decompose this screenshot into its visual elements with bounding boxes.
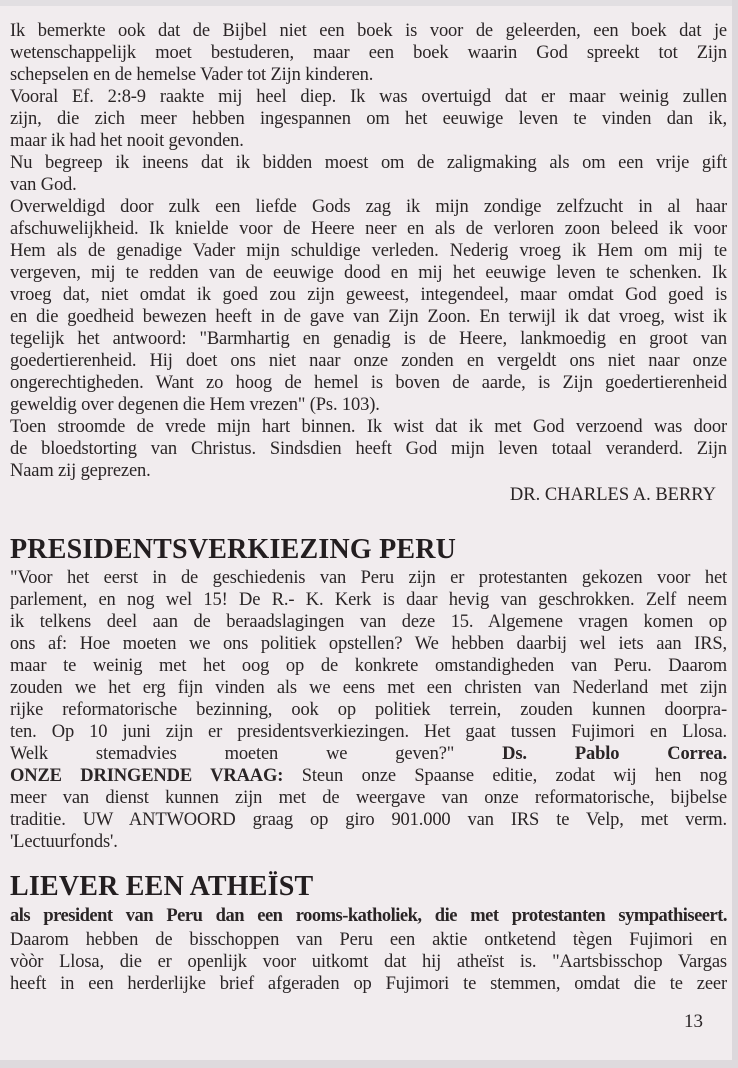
paragraph-line: rijke reformatorische bezinning, ook op politiek terrein, zouden kunnen doorpra- [10, 700, 727, 720]
quote-end: Welk stemadvies moeten we geven?" [10, 744, 503, 764]
page-number: 13 [684, 1011, 703, 1032]
paragraph-line: Toen stroomde de vrede mijn hart binnen. Ik wist dat ik met God verzoend was door [10, 417, 727, 437]
paragraph-line: Naam zij geprezen. [10, 461, 151, 481]
paragraph-line: goedertierenheid. Hij doet ons niet naar onze zonden en vergeldt ons niet naar onze [10, 351, 727, 371]
paragraph-line: 'Lectuurfonds'. [10, 832, 118, 852]
subheading: als president van Peru dan een rooms-katholiek, die met protestanten sympathiseert. [10, 906, 727, 926]
paragraph-line: maar te weinig met het oog op de konkrete omstandigheden van Peru. Daarom [10, 656, 727, 676]
paragraph-line: parlement, en nog wel 15! De R.- K. Kerk is daar hevig van geschrokken. Zelf neem [10, 590, 727, 610]
paragraph-line: geweldig over degenen die Hem vrezen" (Ps. 103). [10, 395, 380, 415]
paragraph-line: en die goedheid bewezen heeft in de gave van Zijn Zoon. En terwijl ik dat vroeg, wist ik [10, 307, 727, 327]
paragraph-line: Overweldigd door zulk een liefde Gods zag ik mijn zondige zelfzucht in al haar [10, 197, 727, 217]
paragraph-line: Daarom hebben de bisschoppen van Peru een aktie ontketend tègen Fujimori en [10, 930, 727, 950]
appeal-label: ONZE DRINGENDE VRAAG: [10, 766, 284, 786]
paragraph-line: Ik bemerkte ook dat de Bijbel niet een boek is voor de geleerden, een boek dat je [10, 21, 727, 41]
paragraph-line: de bloedstorting van Christus. Sindsdien heeft God mijn leven totaal veranderd. Zijn [10, 439, 727, 459]
scan-top-edge [0, 0, 738, 6]
paragraph-line: zouden we het erg fijn vinden als we eens met een christen van Nederland met zijn [10, 678, 727, 698]
scan-bottom-edge [0, 1060, 738, 1068]
paragraph-line: vergeven, mij te redden van de eeuwige dood en mij het eeuwige leven te schenken. Ik [10, 263, 727, 283]
paragraph-line: ongerechtigheden. Want zo hoog de hemel is boven de aarde, is Zijn goedertierenheid [10, 373, 727, 393]
paragraph-line [10, 743, 727, 765]
appeal-text: Steun onze Spaanse editie, zodat wij hen nog [283, 766, 727, 786]
paragraph-line: "Voor het eerst in de geschiedenis van Peru zijn er protestanten gekozen voor het [10, 568, 727, 588]
paragraph-line [10, 765, 727, 787]
paragraph-line: zijn, die zich meer hebben ingespannen om het eeuwige leven te vinden dan ik, [10, 109, 727, 129]
paragraph-line: maar ik had het nooit gevonden. [10, 131, 244, 151]
quote-author: Ds. Pablo Correa. [502, 744, 727, 764]
paragraph-line: traditie. UW ANTWOORD graag op giro 901.000 van IRS te Velp, met verm. [10, 810, 727, 830]
heading-presidentsverkiezing: PRESIDENTSVERKIEZING PERU [10, 534, 457, 565]
paragraph-line: Nu begreep ik ineens dat ik bidden moest om de zaligmaking als om een vrije gift [10, 153, 727, 173]
paragraph-line: wetenschappelijk moet bestuderen, maar een boek waarin God spreekt tot Zijn [10, 43, 727, 63]
paragraph-line: van God. [10, 175, 77, 195]
paragraph-line: afschuwelijkheid. Ik knielde voor de Heere neer en als de verloren zoon beleed ik voor [10, 219, 727, 239]
paragraph-line: ten. Op 10 juni zijn er presidentsverkiezingen. Het gaat tussen Fujimori en Llosa. [10, 722, 727, 742]
paragraph-line: schepselen en de hemelse Vader tot Zijn kinderen. [10, 65, 374, 85]
heading-liever-een-atheist: LIEVER EEN ATHEÏST [10, 871, 314, 902]
paragraph-line: ik telkens deel aan de beraadslagingen van deze 15. Algemene vragen komen op [10, 612, 727, 632]
scan-right-edge [732, 0, 738, 1068]
paragraph-line: tegelijk het antwoord: "Barmhartig en genadig is de Heere, lankmoedig en groot van [10, 329, 727, 349]
paragraph-line: vòòr Llosa, die er openlijk voor uitkomt dat hij atheïst is. "Aartsbisschop Vargas [10, 952, 727, 972]
paragraph-line: Hem als de genadige Vader mijn schuldige verleden. Nederig vroeg ik Hem om mij te [10, 241, 727, 261]
author-signature: DR. CHARLES A. BERRY [509, 485, 716, 505]
paragraph-line: vroeg dat, niet omdat ik goed zou zijn geweest, integendeel, maar omdat God goed is [10, 285, 727, 305]
paragraph-line: Vooral Ef. 2:8-9 raakte mij heel diep. Ik was overtuigd dat er maar weinig zullen [10, 87, 727, 107]
paragraph-line: meer van dienst kunnen zijn met de weergave van onze reformatorische, bijbelse [10, 788, 727, 808]
paragraph-line: ons af: Hoe moeten we ons politiek opstellen? We hebben daarbij wel iets aan IRS, [10, 634, 727, 654]
paragraph-line: heeft in een herderlijke brief afgeraden op Fujimori te stemmen, omdat die te zeer [10, 974, 727, 994]
